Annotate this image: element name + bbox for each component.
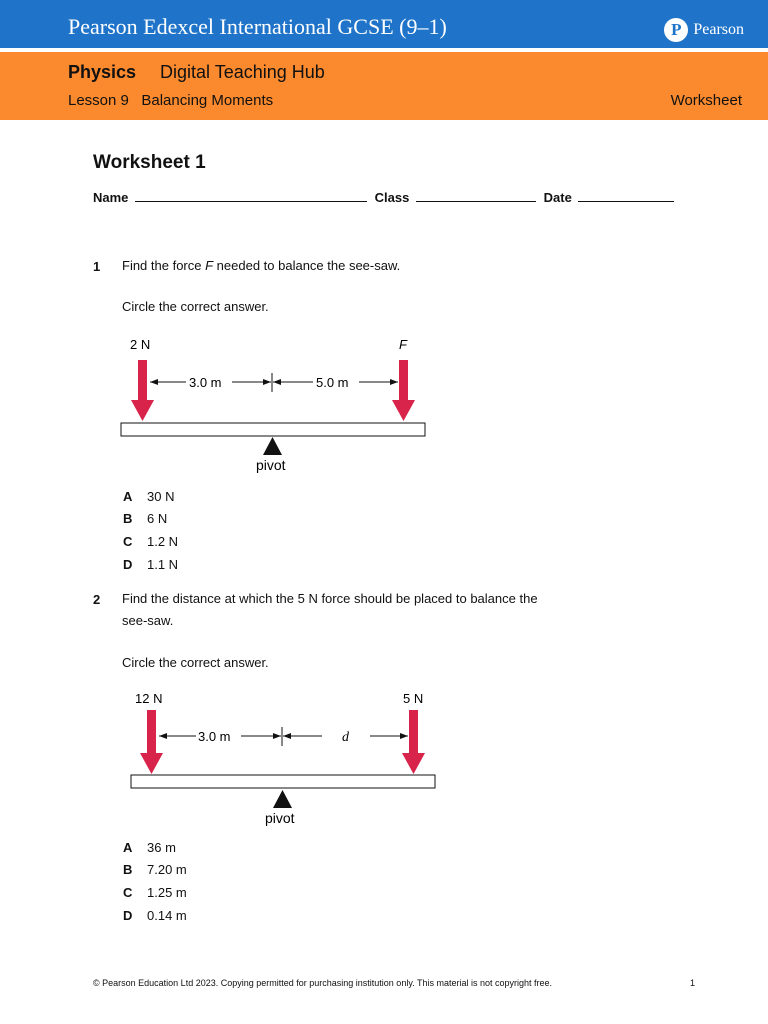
q2-right-arrow-head: [402, 753, 425, 774]
option-c[interactable]: [123, 530, 178, 553]
q2-left-distance: 3.0 m: [198, 729, 231, 744]
option-text: 0.14 m: [147, 907, 187, 923]
q1-dim-arrowhead: [150, 379, 158, 385]
question-2-text: [122, 588, 538, 632]
question-1-number: 1: [93, 259, 101, 274]
q1-left-force-label: 2 N: [130, 337, 151, 352]
q1-dim-arrowhead: [263, 379, 271, 385]
variable-f: F: [205, 258, 214, 273]
q1-right-distance: 5.0 m: [316, 375, 349, 390]
lesson-label: Lesson 9 Balancing Moments: [68, 92, 274, 109]
q2-right-force-label: 5 N: [403, 691, 424, 706]
question-1-options: [123, 485, 178, 575]
q1-left-arrow-shaft: [138, 360, 147, 402]
page-number: 1: [689, 978, 695, 988]
option-b[interactable]: [123, 859, 187, 882]
question-2-instruction: Circle the correct answer.: [122, 655, 269, 670]
q2-pivot-triangle: [273, 790, 292, 808]
q2-left-force-label: 12 N: [135, 691, 163, 706]
q2-left-arrow-shaft: [147, 710, 156, 755]
q2-pivot-label: pivot: [265, 810, 295, 826]
option-letter: A: [123, 839, 133, 855]
option-text: 30 N: [147, 488, 175, 504]
option-letter: D: [123, 556, 133, 572]
option-text: 1.25 m: [147, 884, 187, 900]
option-a[interactable]: [123, 485, 178, 508]
qualification-title: Pearson Edexcel International GCSE (9–1): [68, 14, 447, 39]
q1-right-arrow-head: [392, 400, 415, 421]
name-label: Name: [93, 190, 129, 205]
option-letter: C: [123, 884, 133, 900]
q2-dim-arrowhead: [400, 733, 408, 739]
q2-dim-arrowhead: [159, 733, 167, 739]
option-letter: B: [123, 511, 133, 527]
option-text: 1.2 N: [147, 533, 179, 549]
option-letter: C: [123, 533, 133, 549]
option-d[interactable]: [123, 553, 178, 576]
option-letter: D: [123, 907, 133, 923]
option-letter: B: [123, 862, 133, 878]
option-text: 1.1 N: [147, 556, 179, 572]
option-letter: A: [123, 488, 133, 504]
subject-label: Physics: [68, 62, 137, 82]
q2-right-arrow-shaft: [409, 710, 418, 755]
date-label: Date: [543, 190, 572, 205]
option-b[interactable]: [123, 508, 178, 531]
option-text: 6 N: [147, 511, 168, 527]
q2-dim-arrowhead: [273, 733, 281, 739]
q1-right-force-label: F: [399, 337, 407, 352]
hub-label: Digital Teaching Hub: [160, 62, 325, 82]
q1-pivot-label: pivot: [256, 457, 286, 473]
q2-beam: [131, 775, 435, 788]
q1-beam: [121, 423, 425, 436]
question-2-text-line2: see-saw.: [122, 613, 174, 628]
q1-pivot-triangle: [263, 437, 282, 455]
option-d[interactable]: [123, 904, 187, 927]
pearson-logo-icon: P: [664, 18, 688, 42]
option-c[interactable]: [123, 881, 187, 904]
question-2-options: [123, 836, 187, 926]
q2-seesaw-diagram: [131, 691, 435, 826]
worksheet-title: Worksheet 1: [93, 152, 206, 173]
question-1-instruction: Circle the correct answer.: [122, 299, 269, 314]
q1-right-arrow-shaft: [399, 360, 408, 402]
question-2-text-line1: Find the distance at which the 5 N force should be placed to balance the: [122, 591, 538, 606]
q1-left-distance: 3.0 m: [189, 375, 222, 390]
question-2-number: 2: [93, 592, 101, 607]
q2-right-distance: d: [342, 730, 349, 745]
class-label: Class: [374, 190, 410, 205]
option-text: 36 m: [147, 839, 176, 855]
q1-dim-arrowhead: [390, 379, 398, 385]
option-text: 7.20 m: [147, 862, 187, 878]
q1-left-arrow-head: [131, 400, 154, 421]
copyright-footer: © Pearson Education Ltd 2023. Copying permitted for purchasing institution only. This material is not copyright free.: [93, 978, 553, 988]
option-a[interactable]: [123, 836, 187, 859]
question-1-text-content: Find the force F needed to balance the see-saw.: [122, 258, 401, 273]
q2-left-arrow-head: [140, 753, 163, 774]
q1-seesaw-diagram: [121, 337, 425, 473]
doc-type-label: Worksheet: [670, 92, 742, 109]
pearson-logo-text: Pearson: [693, 21, 744, 38]
